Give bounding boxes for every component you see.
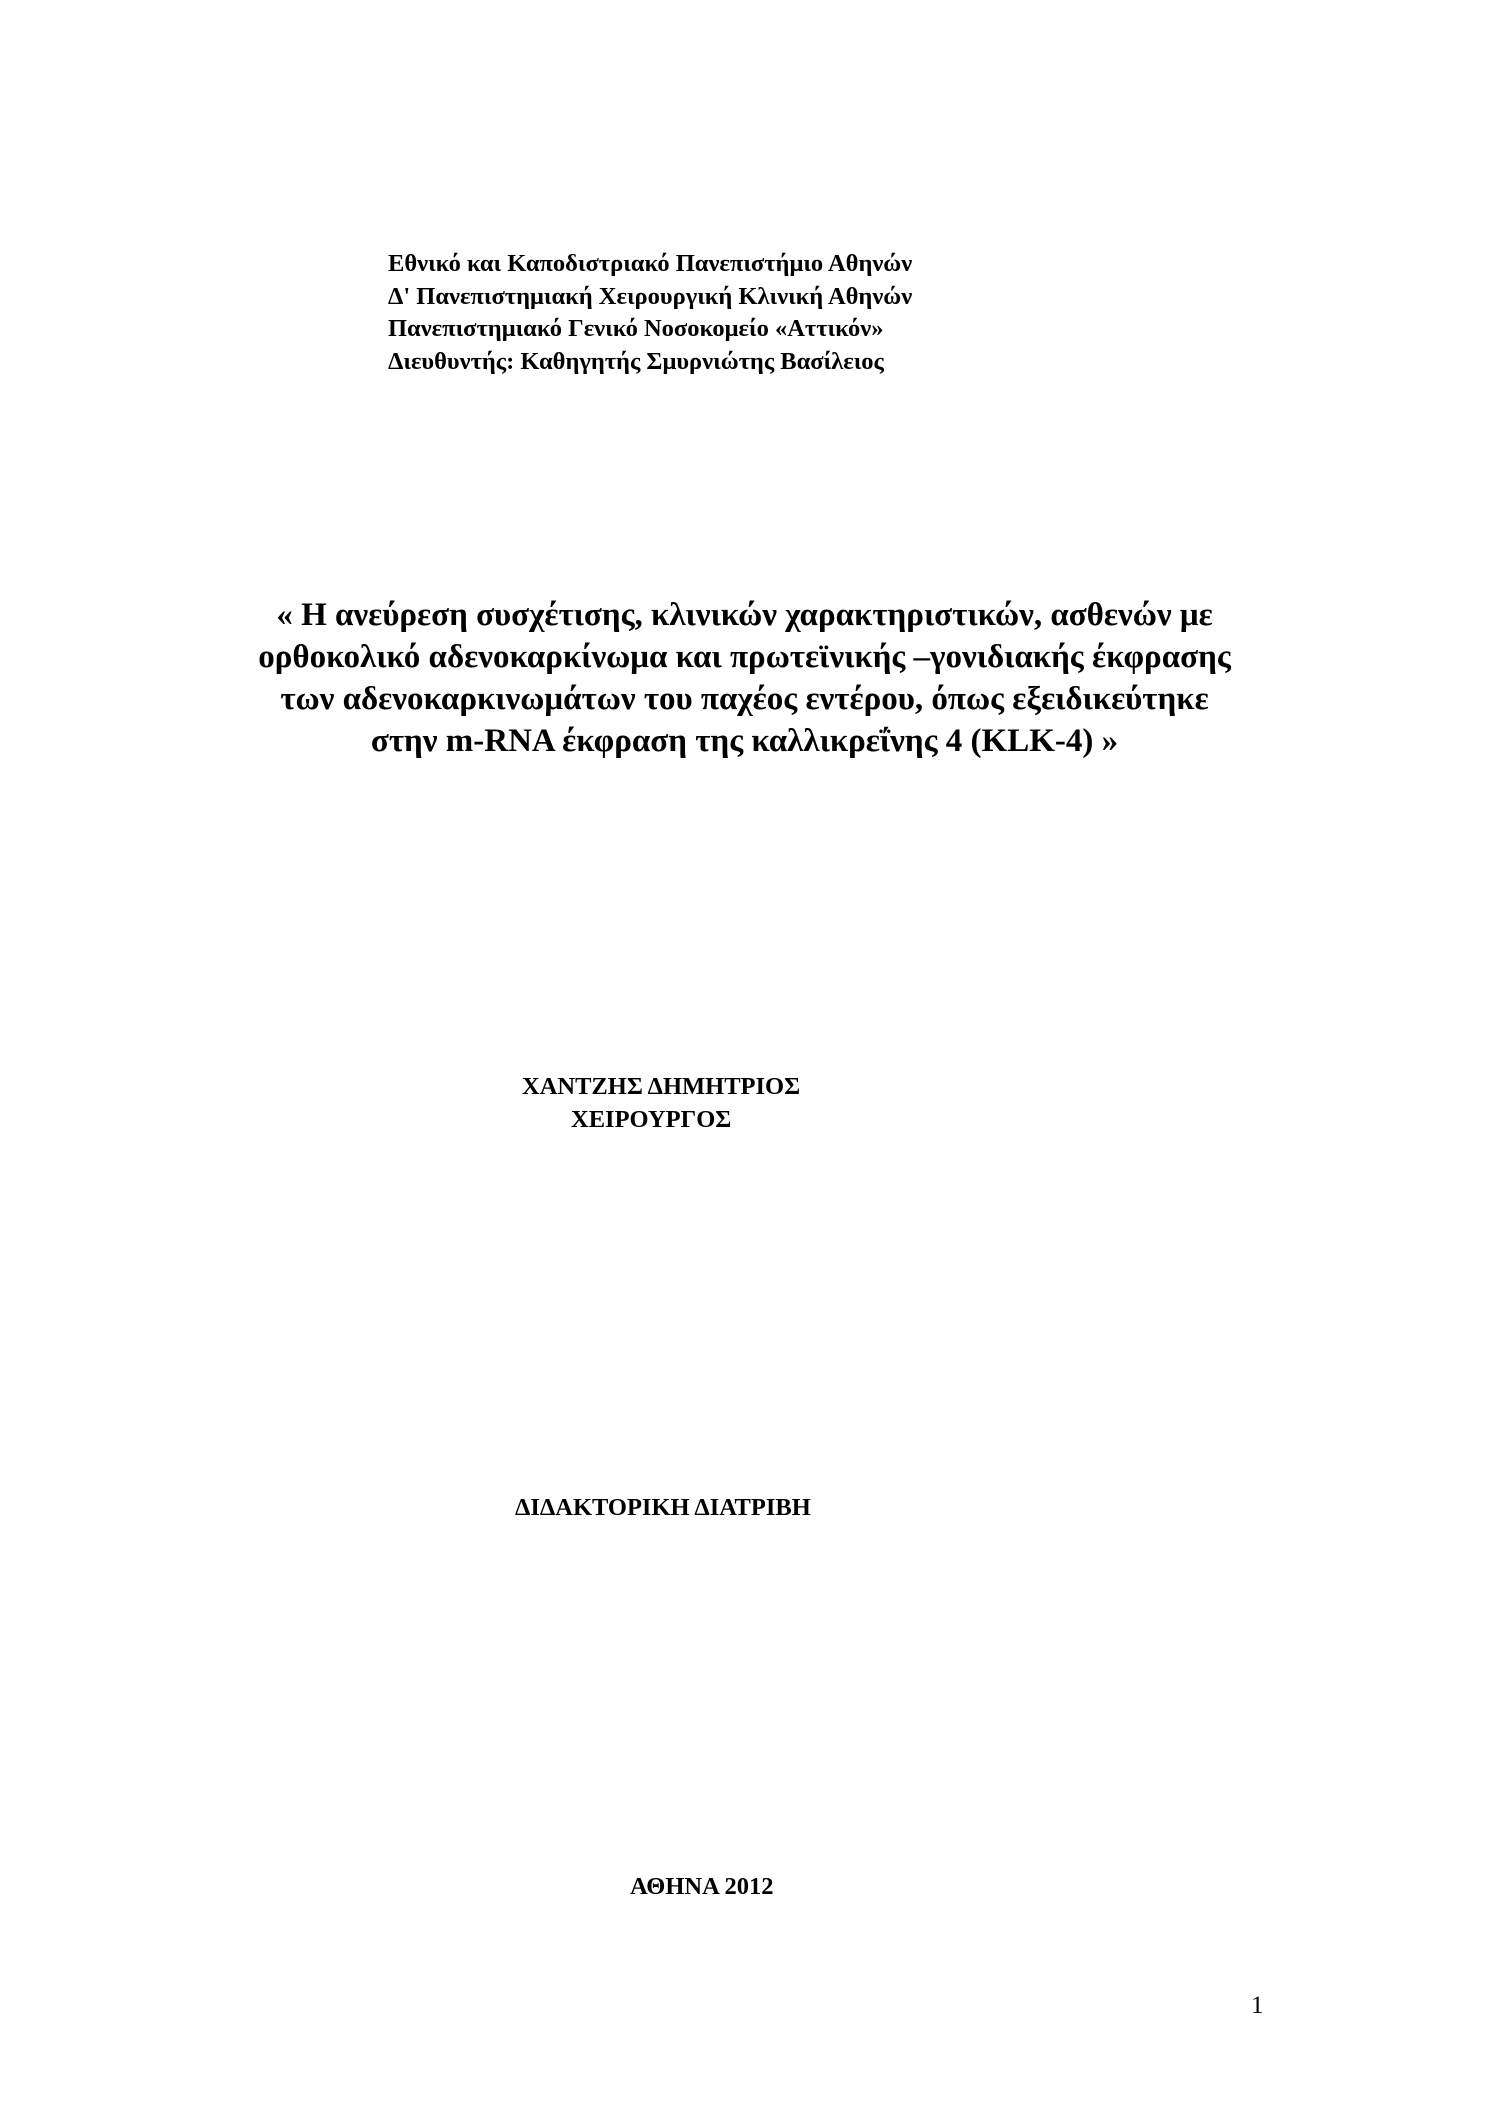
author-role: ΧΕΙΡΟΥΡΓΟΣ: [571, 1106, 732, 1133]
title-line: στην m-RNA έκφραση της καλλικρεΐνης 4 (KLK-4) »: [370, 723, 1119, 759]
title-line: ορθοκολικό αδενοκαρκίνωμα και πρωτεϊνικής –γονιδιακής έκφρασης: [258, 639, 1231, 675]
header-line-clinic: Δ' Πανεπιστημιακή Χειρουργική Κλινική Αθηνών: [388, 282, 913, 310]
thesis-title: [0, 594, 1489, 762]
title-line: « Η ανεύρεση συσχέτισης, κλινικών χαρακτηριστικών, ασθενών με: [276, 597, 1213, 633]
place-year: ΑΘΗΝΑ 2012: [630, 1873, 774, 1900]
institution-header: [388, 248, 912, 378]
document-type: ΔΙΔΑΚΤΟΡΙΚΗ ΔΙΑΤΡΙΒΗ: [515, 1494, 811, 1521]
page-number: 1: [1251, 1992, 1264, 2019]
header-line-university: Εθνικό και Καποδιστριακό Πανεπιστήμιο Αθηνών: [388, 250, 913, 277]
author-name: ΧΑΝΤΖΗΣ ΔΗΜΗΤΡΙΟΣ: [522, 1073, 801, 1100]
header-line-director: Διευθυντής: Καθηγητής Σμυρνιώτης Βασίλειος: [388, 347, 884, 375]
header-line-hospital: Πανεπιστημιακό Γενικό Νοσοκομείο «Αττικόν»: [388, 315, 884, 342]
title-line: των αδενοκαρκινωμάτων του παχέος εντέρου, όπως εξειδικεύτηκε: [280, 681, 1209, 717]
